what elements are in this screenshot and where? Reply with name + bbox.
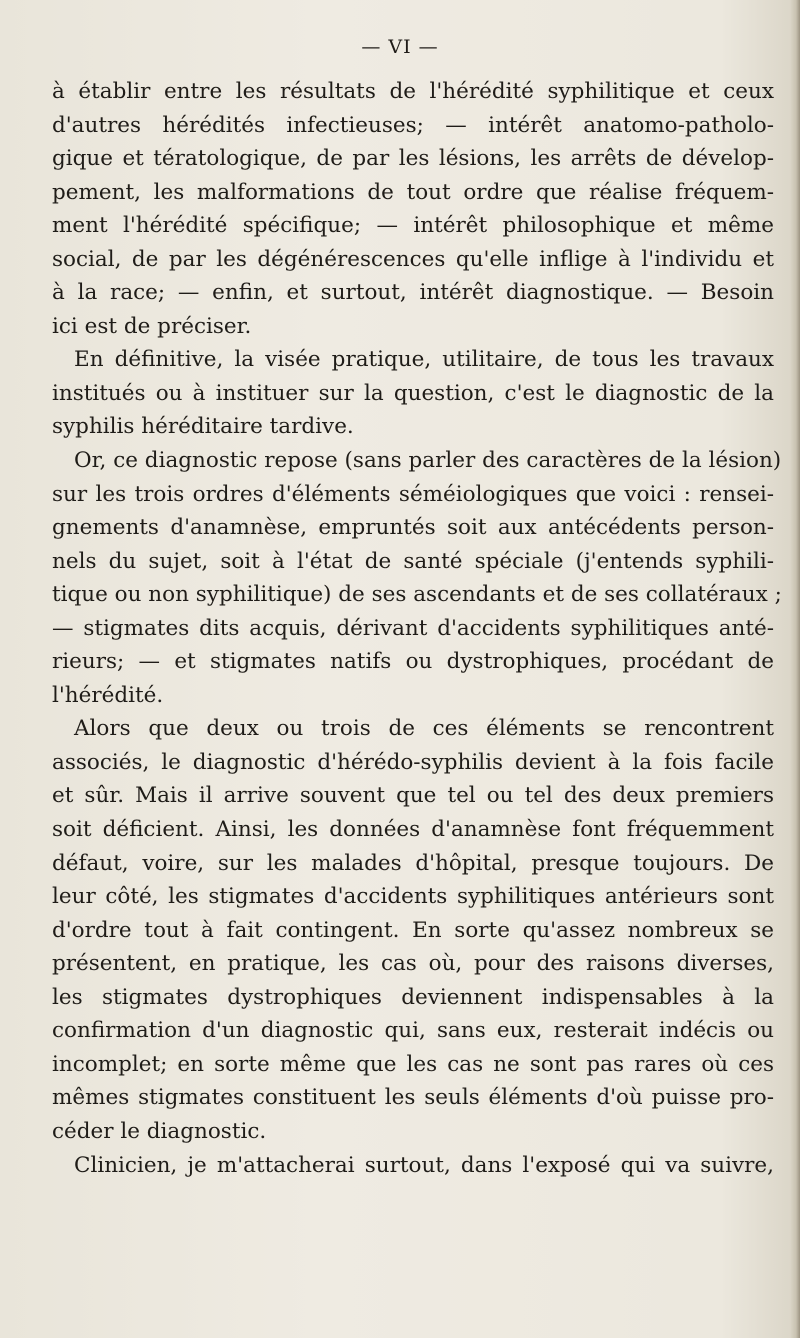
text-line: soit déficient. Ainsi, les données d'anamnèse font fréquemment bbox=[52, 817, 774, 843]
text-line: ici est de préciser. bbox=[52, 313, 252, 339]
text-line: gique et tératologique, de par les lésions, les arrêts de dévelop- bbox=[52, 146, 774, 172]
text-line: syphilis héréditaire tardive. bbox=[52, 414, 354, 440]
text-line: présentent, en pratique, les cas où, pour des raisons diverses, bbox=[52, 951, 774, 977]
text-line: à la race; — enfin, et surtout, intérêt diagnostique. — Besoin bbox=[52, 280, 774, 306]
text-line: les stigmates dystrophiques deviennent indispensables à la bbox=[52, 984, 774, 1010]
text-line: et sûr. Mais il arrive souvent que tel ou tel des deux premiers bbox=[52, 783, 774, 809]
text-line: défaut, voire, sur les malades d'hôpital, presque toujours. De bbox=[52, 850, 774, 876]
text-line: pement, les malformations de tout ordre que réalise fréquem- bbox=[52, 179, 774, 205]
text-line: En définitive, la visée pratique, utilitaire, de tous les travaux bbox=[74, 347, 774, 373]
text-line: mêmes stigmates constituent les seuls éléments d'où puisse pro- bbox=[52, 1085, 774, 1111]
text-line: rieurs; — et stigmates natifs ou dystrophiques, procédant de bbox=[52, 649, 774, 675]
text-line: ment l'hérédité spécifique; — intérêt philosophique et même bbox=[52, 213, 774, 239]
text-line: l'hérédité. bbox=[52, 682, 164, 708]
text-line: tique ou non syphilitique) de ses ascendants et de ses collatéraux ; bbox=[52, 582, 782, 608]
text-line: nels du sujet, soit à l'état de santé spéciale (j'entends syphili- bbox=[52, 548, 774, 574]
text-line: associés, le diagnostic d'hérédo-syphilis devient à la fois facile bbox=[52, 749, 774, 775]
text-line: céder le diagnostic. bbox=[52, 1118, 267, 1144]
text-line: institués ou à instituer sur la question, c'est le diagnostic de la bbox=[52, 380, 774, 406]
body-text bbox=[52, 75, 782, 1182]
text-line: social, de par les dégénérescences qu'elle inflige à l'individu et bbox=[52, 246, 774, 272]
page-number: — VI — bbox=[361, 36, 439, 58]
text-line: gnements d'anamnèse, empruntés soit aux antécédents person- bbox=[52, 515, 774, 541]
text-line: — stigmates dits acquis, dérivant d'accidents syphilitiques anté- bbox=[52, 615, 774, 641]
text-line: incomplet; en sorte même que les cas ne sont pas rares où ces bbox=[52, 1051, 774, 1077]
text-line: leur côté, les stigmates d'accidents syphilitiques antérieurs sont bbox=[52, 884, 774, 910]
text-line: sur les trois ordres d'éléments séméiologiques que voici : rensei- bbox=[52, 481, 774, 507]
text-line: d'autres hérédités infectieuses; — intérêt anatomo-patholo- bbox=[52, 112, 774, 138]
text-line: à établir entre les résultats de l'hérédité syphilitique et ceux bbox=[52, 79, 774, 104]
page-edge bbox=[790, 0, 800, 1338]
text-line: confirmation d'un diagnostic qui, sans eux, resterait indécis ou bbox=[52, 1018, 774, 1044]
text-line: Alors que deux ou trois de ces éléments se rencontrent bbox=[74, 716, 774, 742]
text-line: Or, ce diagnostic repose (sans parler des caractères de la lésion) bbox=[74, 448, 782, 474]
text-line: d'ordre tout à fait contingent. En sorte qu'assez nombreux se bbox=[52, 917, 774, 943]
text-line: Clinicien, je m'attacherai surtout, dans l'exposé qui va suivre, bbox=[74, 1152, 774, 1178]
